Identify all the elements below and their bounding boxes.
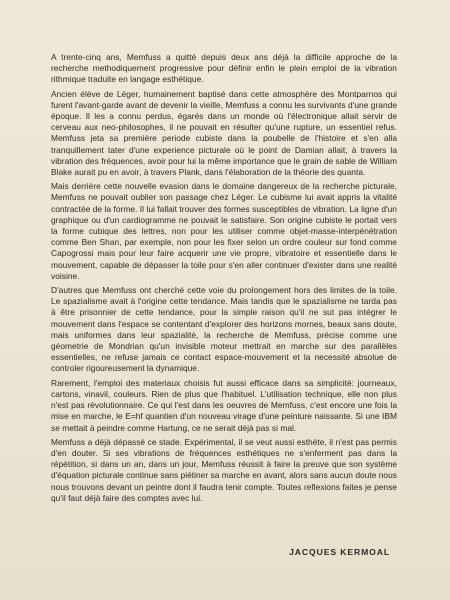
paragraph-3: Mais derrière cette nouvelle evasion dans le domaine dangereux de la recherche picturale, Memfuss ne pouvait oublier son passage chez Léger. Le cubisme lui avait appris la vitalité contractée de la forme. Il lui fallait trouver des formes susceptibles de vibration. La ligne d'un graphique ou d'un cardiogramme ne pouvait le satisfaire. Son origine cubiste le portait vers la forme cubique des lettres, non pour les utiliser comme objet-masse-interpénétration comme Ben Shan, par exemple, non pour les fixer selon un ordre couleur sur fond comme Capogrossi mais pour leur faire acquerir une vie propre, vibratoire et essentielle dans le mouvement, capable de dépasser la toile pour s'en aller continuer d'exister dans une realité voisine. [51, 181, 397, 281]
paragraph-5: Rarement, l'emploi des materiaux choisis fut aussi efficace dans sa simplicité: journeaux, cartons, vinavil, couleurs. Rien de plus que l'habituel. L'utilisation technique, elle non plus n'est pas révolutionnaire. Ce qui l'est dans les oeuvres de Memfuss, c'est encore une fois la mise en marche, le E=hf quantien d'un nouveau virage d'une peinture naissante. Si une IBM se mettait à peindre comme Hartung, ce ne serait déjà pas si mal. [51, 377, 397, 433]
paragraph-1: A trente-cinq ans, Memfuss a quitté depuis deux ans déjà la difficile approche de la recherche methodiquement progressive pour définir enfin le plein emploi de la vibration rithmique traduite en langage esthétique. [51, 52, 397, 85]
paragraph-6: Memfuss a déjà dépassé ce stade. Expérimental, il se veut aussi esthète, il n'est pas permis d'en douter. Si ses vibrations de fréquences esthétiques ne s'enferment pas dans la répétition, si dans un an, dans un jour, Memfuss réussit à faire la preuve que son système d'équation picturale continue sans piétiner sa marche en avant, alors sans aucun doute nous nous trouvons devant un peintre dont il faudra tenir compte. Toutes reflexions faites je pense qu'il faut déjà faire des comptes avec lui. [51, 436, 397, 503]
article-body [51, 52, 397, 507]
paragraph-4: D'autres que Memfuss ont cherché cette voie du prolongement hors des limites de la toile. Le spazialisme avait à l'origine cette tendance. Mais tandis que le spazialisme ne tarda pas à être prisonnier de cette tendance, pour la simple raison qu'il ne sut pas intégrer le mouvement dans l'espace se contentant d'explorer des horizons mornes, beaux sans doute, mais uniformes dans leur spazialité, la recherche de Memfuss, précise comme une géometrie de Mondrian qu'un invisible moteur mettrait en marche sur des parallèles essentielles, ne refuse jamais ce contact espace-mouvement et la necessité absolue de controler rigoureusement la dynamique. [51, 285, 397, 374]
paragraph-2: Ancien élève de Léger, humainement baptisé dans cette atmosphère des Montparnos qui furent l'avant-garde avant de devenir la vieille, Memfuss a connu les survivants d'une grande époque. Il les a connu perdus, égarés dans un monde où l'électronique allait servir de cerveau aux neo-philosophes, il ne pouvait en résulter qu'une rupture, un essentiel refus. Memfuss jeta sa première periode cubiste dans la poubelle de l'histoire et s'en alla tranquillement tater d'une experience picturale où le point de Damian allait, à travers la vibration des fréquences, avoir pour lui la même importance que le grain de sable de William Blake aurait pu en avoir, à travers Plank, dans l'élaboration de la théorie des quanta. [51, 88, 397, 178]
author-signature: JACQUES KERMOAL [289, 547, 390, 557]
